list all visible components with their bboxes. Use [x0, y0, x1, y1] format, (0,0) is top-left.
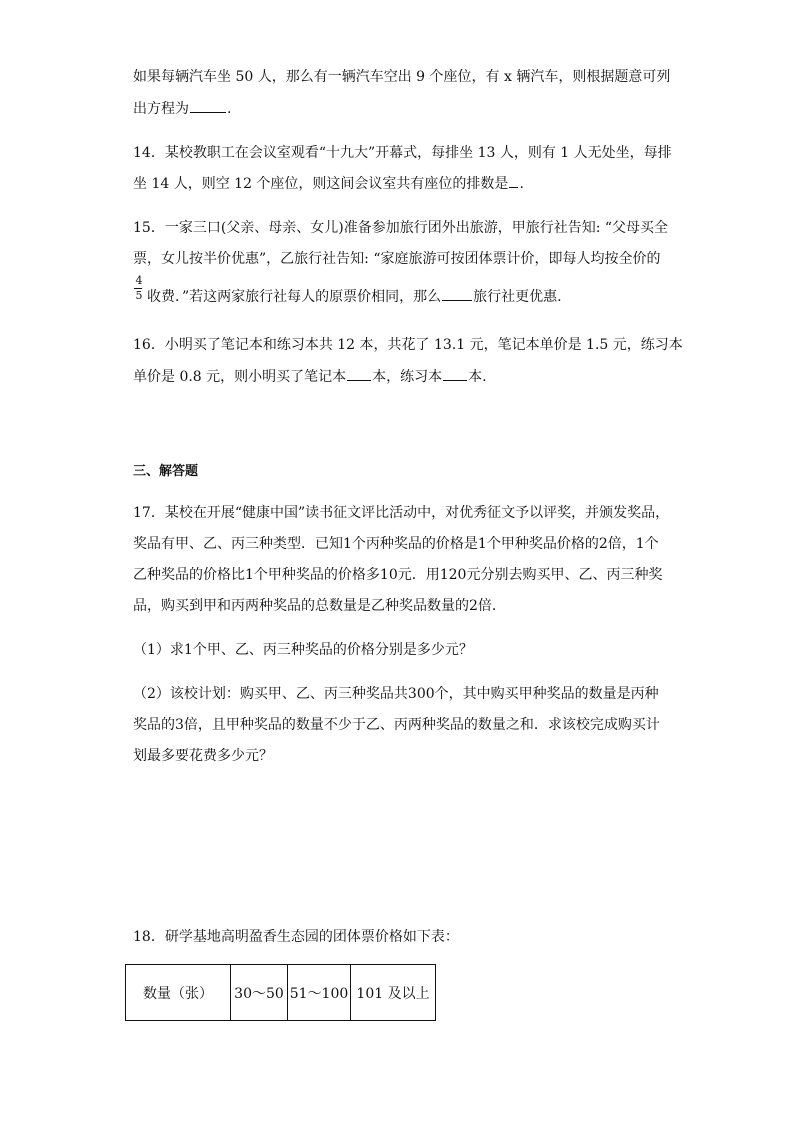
q17-line4: 品，购买到甲和丙两种奖品的总数量是乙种奖品数量的2倍． [133, 598, 506, 614]
table-header-cell: 30～50 [231, 965, 288, 1021]
q14-line1: 14．某校教职工在会议室观看“十九大”开幕式，每排坐 13 人，则有 1 人无处坐，每排 [133, 145, 672, 161]
q13-line2-text: 出方程为 [133, 101, 189, 117]
q13-line1: 如果每辆汽车坐 50 人，那么有一辆汽车空出 9 个座位，有 x 辆汽车，则根据题意可列 [133, 69, 671, 85]
q13-line2-end: . [227, 101, 232, 117]
q15-line3-end: 旅行社更优惠. [473, 289, 562, 305]
q15-line1: 15．一家三口(父亲、母亲、女儿)准备参加旅行团外出旅游，甲旅行社告知: “父母买全 [133, 220, 669, 236]
q17-part2-line3: 划最多要花费多少元？ [133, 748, 273, 764]
q18-line1: 18．研学基地高明盈香生态园的团体票价格如下表： [133, 929, 459, 945]
q17-part2-line1: （2）该校计划：购买甲、乙、丙三种奖品共300个，其中购买甲种奖品的数量是丙种 [133, 686, 659, 702]
ticket-price-table [125, 964, 436, 1021]
q16-line2-mid: 本，练习本 [372, 369, 443, 385]
q13-line2 [133, 98, 231, 119]
fraction-numerator: 4 [135, 274, 143, 287]
q14-line2 [133, 173, 524, 194]
answer-blank [509, 173, 518, 188]
q17-line3: 乙种奖品的价格比1个甲种奖品的价格多10元．用120元分别去购买甲、乙、丙三种奖 [133, 567, 663, 583]
table-row [126, 965, 436, 1021]
answer-blank [443, 366, 467, 381]
answer-blank [190, 98, 226, 113]
q16-line1: 16．小明买了笔记本和练习本共 12 本，共花了 13.1 元，笔记本单价是 1.5 元，练习本 [133, 337, 683, 353]
table-header-cell: 51～100 [288, 965, 351, 1021]
q17-line1: 17．某校在开展“健康中国”读书征文评比活动中，对优秀征文予以评奖，并颁发奖品， [133, 505, 670, 521]
answer-blank [347, 366, 371, 381]
q17-part1: （1）求1个甲、乙、丙三种奖品的价格分别是多少元？ [133, 642, 473, 658]
q17-part2-line2: 奖品的3倍，且甲种奖品的数量不少于乙、丙两种奖品的数量之和．求该校完成购买计 [133, 717, 660, 733]
q17-line2: 奖品有甲、乙、丙三种类型．已知1个丙种奖品的价格是1个甲种奖品价格的2倍，1个 [133, 536, 659, 552]
q16-line2 [133, 366, 487, 387]
answer-blank [442, 286, 472, 301]
table-header-cell: 数量（张） [126, 965, 231, 1021]
q14-line2-text: 坐 14 人，则空 12 个座位，则这间会议室共有座位的排数是 [133, 176, 509, 192]
q15-line3-text: 收费．”若这两家旅行社每人的原票价相同，那么 [147, 289, 442, 305]
fraction-four-fifths [134, 275, 144, 302]
fraction-denominator: 5 [135, 289, 143, 302]
q15-line3 [147, 286, 562, 307]
q16-line2-end: 本. [468, 369, 487, 385]
q15-line2: 票，女儿按半价优惠”，乙旅行社告知: “家庭旅游可按团体票计价，即每人均按全价的 [133, 251, 661, 267]
q14-line2-end: . [519, 176, 524, 192]
section-heading: 三、解答题 [133, 464, 199, 479]
table-header-cell: 101 及以上 [351, 965, 436, 1021]
q16-line2-text: 单价是 0.8 元，则小明买了笔记本 [133, 369, 347, 385]
